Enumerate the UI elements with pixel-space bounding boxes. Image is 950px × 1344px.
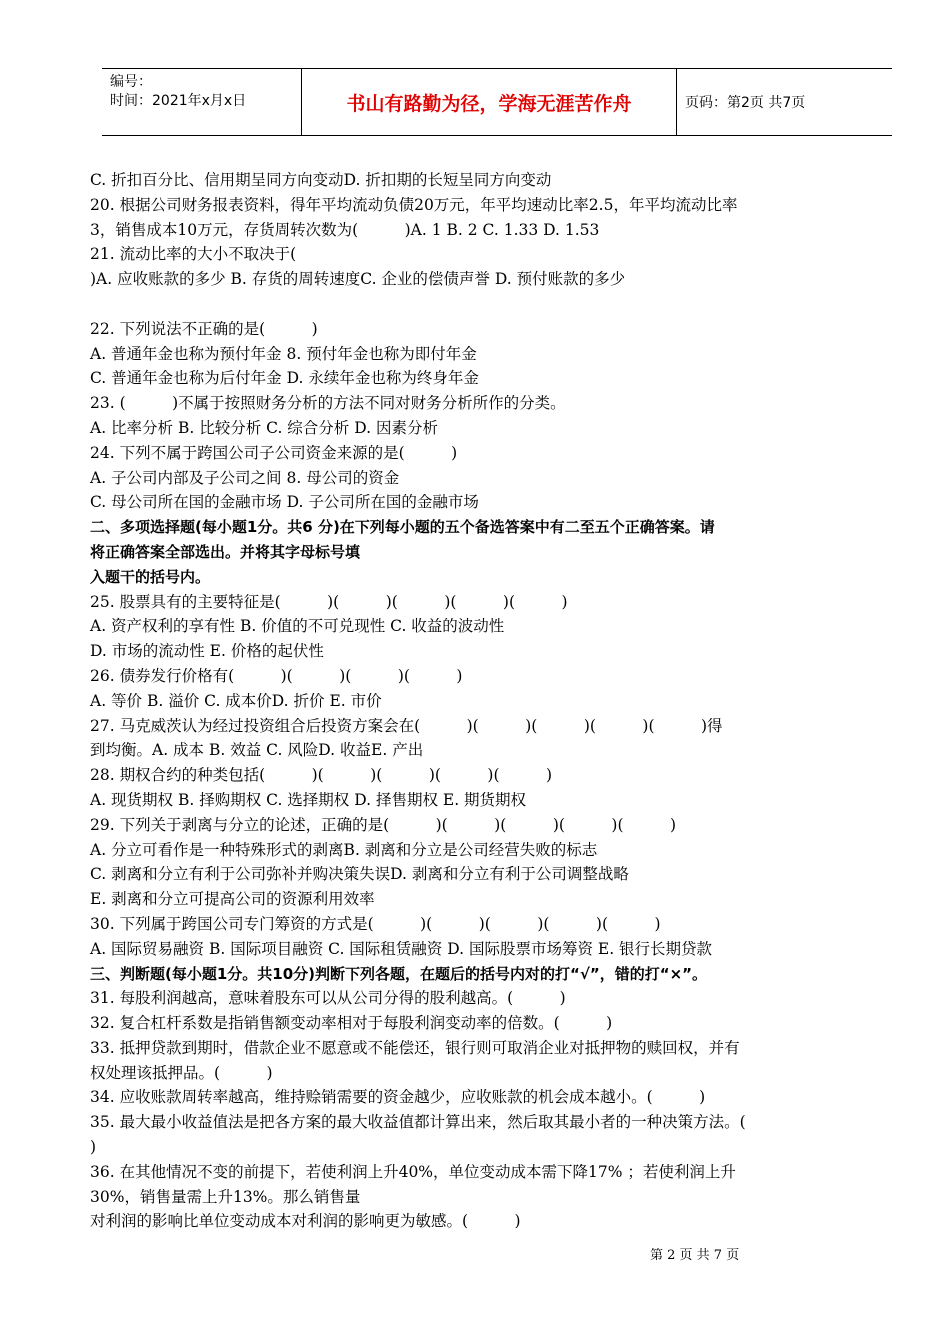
text-line: 25. 股票具有的主要特征是( )( )( )( )( ) bbox=[90, 592, 568, 611]
text-line: 32. 复合杠杆系数是指销售额变动率相对于每股利润变动率的倍数。( ) bbox=[90, 1014, 613, 1033]
text-line: 对利润的影响比单位变动成本对利润的影响更为敏感。( ) bbox=[90, 1212, 521, 1231]
text-line: 30%，销售量需上升13%。那么销售量 bbox=[90, 1187, 361, 1206]
document-body bbox=[90, 168, 916, 1234]
text-line: C. 普通年金也称为后付年金 D. 永续年金也称为终身年金 bbox=[90, 369, 479, 388]
text-line: 26. 债券发行价格有( )( )( )( ) bbox=[90, 666, 463, 685]
text-line: 36. 在其他情况不变的前提下，若使利润上升40%，单位变动成本需下降17% ；若使利润上升 bbox=[90, 1162, 736, 1181]
text-line bbox=[90, 292, 916, 317]
header-motto: 书山有路勤为径，学海无涯苦作舟 bbox=[302, 69, 677, 135]
text-line: E. 剥离和分立可提高公司的资源利用效率 bbox=[90, 890, 375, 909]
text-line: 权处理该抵押品。( ) bbox=[90, 1063, 273, 1082]
number-label: 编号： bbox=[110, 74, 152, 90]
text-line: A. 资产权利的享有性 B. 价值的不可兑现性 C. 收益的波动性 bbox=[90, 617, 505, 636]
text-line: A. 分立可看作是一种特殊形式的剥离B. 剥离和分立是公司经营失败的标志 bbox=[90, 840, 598, 859]
header-meta bbox=[102, 69, 302, 135]
text-line: 27. 马克威茨认为经过投资组合后投资方案会在( )( )( )( )( )得 bbox=[90, 716, 723, 735]
text-line: 到均衡。A. 成本 B. 效益 C. 风险D. 收益E. 产出 bbox=[90, 741, 424, 760]
text-line: 28. 期权合约的种类包括( )( )( )( )( ) bbox=[90, 766, 553, 785]
text-line: 三、判断题(每小题1分。共10分)判断下列各题，在题后的括号内对的打“√”，错的打“×”。 bbox=[90, 964, 708, 983]
text-line: 31. 每股利润越高，意味着股东可以从公司分得的股利越高。( ) bbox=[90, 989, 566, 1008]
text-line: C. 母公司所在国的金融市场 D. 子公司所在国的金融市场 bbox=[90, 493, 479, 512]
page-header bbox=[102, 68, 892, 136]
text-line: A. 现货期权 B. 择购期权 C. 选择期权 D. 择售期权 E. 期货期权 bbox=[90, 790, 527, 809]
text-line: 33. 抵押贷款到期时，借款企业不愿意或不能偿还，银行则可取消企业对抵押物的赎回权，并有 bbox=[90, 1038, 740, 1057]
header-page-info: 页码：第2页 共7页 bbox=[685, 95, 806, 111]
text-line: C. 折扣百分比、信用期呈同方向变动D. 折扣期的长短呈同方向变动 bbox=[90, 171, 552, 189]
text-line: 21. 流动比率的大小不取决于( bbox=[90, 245, 297, 264]
text-line: 3，销售成本10万元，存货周转次数为( )A. 1 B. 2 C. 1.33 D. 1.53 bbox=[90, 220, 600, 239]
text-line: A. 子公司内部及子公司之间 8. 母公司的资金 bbox=[90, 468, 400, 487]
text-line: A. 普通年金也称为预付年金 8. 预付年金也称为即付年金 bbox=[90, 344, 477, 363]
text-line: 29. 下列关于剥离与分立的论述，正确的是( )( )( )( )( ) bbox=[90, 815, 677, 834]
text-line: 34. 应收账款周转率越高，维持赊销需要的资金越少，应收账款的机会成本越小。( ) bbox=[90, 1088, 706, 1107]
text-line: D. 市场的流动性 E. 价格的起伏性 bbox=[90, 642, 324, 661]
text-line: 24. 下列不属于跨国公司子公司资金来源的是( ) bbox=[90, 443, 458, 462]
text-line: A. 等价 B. 溢价 C. 成本价D. 折价 E. 市价 bbox=[90, 691, 382, 710]
text-line: 23. ( )不属于按照财务分析的方法不同对财务分析所作的分类。 bbox=[90, 394, 566, 413]
text-line: A. 比率分析 B. 比较分析 C. 综合分析 D. 因素分析 bbox=[90, 418, 438, 437]
page-footer: 第 2 页 共 7 页 bbox=[650, 1248, 740, 1263]
text-line: 35. 最大最小收益值法是把各方案的最大收益值都计算出来，然后取其最小者的一种决策方法。( bbox=[90, 1113, 746, 1132]
text-line: 22. 下列说法不正确的是( ) bbox=[90, 319, 318, 338]
text-line: 二、多项选择题(每小题1分。共6 分)在下列每小题的五个备选答案中有二至五个正确答案。请 bbox=[90, 518, 715, 537]
text-line: 将正确答案全部选出。并将其字母标号填 bbox=[90, 542, 361, 561]
text-line: )A. 应收账款的多少 B. 存货的周转速度C. 企业的偿债声誉 D. 预付账款的多少 bbox=[90, 270, 626, 289]
text-line: 20. 根据公司财务报表资料，得年平均流动负债20万元，年平均速动比率2.5，年平均流动比率 bbox=[90, 195, 738, 214]
time-label: 时间：2021年x月x日 bbox=[110, 93, 247, 109]
text-line: A. 国际贸易融资 B. 国际项目融资 C. 国际租赁融资 D. 国际股票市场筹资 E. 银行长期贷款 bbox=[90, 939, 713, 958]
text-line: 入题干的括号内。 bbox=[90, 567, 211, 586]
text-line: C. 剥离和分立有利于公司弥补并购决策失误D. 剥离和分立有利于公司调整战略 bbox=[90, 865, 629, 884]
text-line: ) bbox=[90, 1138, 97, 1157]
text-line: 30. 下列属于跨国公司专门筹资的方式是( )( )( )( )( ) bbox=[90, 914, 661, 933]
